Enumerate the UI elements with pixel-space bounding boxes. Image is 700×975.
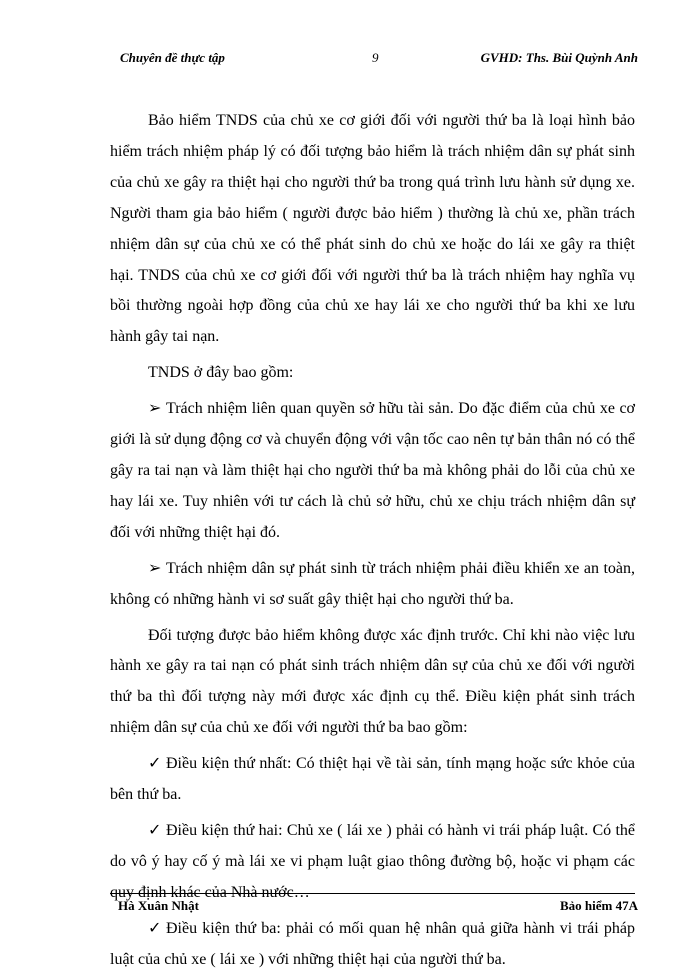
paragraph-includes: TNDS ở đây bao gồm: [148, 364, 294, 382]
list-item [110, 394, 635, 549]
footer-author: Hà Xuân Nhật [118, 898, 199, 913]
arrow-bullet-icon: ➢ [148, 400, 162, 418]
list-item [110, 816, 635, 909]
header-title: Chuyên đề thực tập [120, 50, 225, 65]
page-header [120, 50, 638, 70]
header-supervisor: GVHD: Ths. Bùi Quỳnh Anh [480, 50, 638, 65]
check-bullet-icon: ✓ [148, 919, 162, 937]
footer-divider [110, 893, 635, 894]
list-item [110, 749, 635, 811]
list-item-text: Điều kiện thứ ba: phải có mối quan hệ nhân quả giữa hành vi trái pháp luật của chủ xe ( lái xe ) với những thiệt hại của người thứ ba. [110, 919, 635, 968]
paragraph-definition: Bảo hiểm TNDS của chủ xe cơ giới đối với người thứ ba là loại hình bảo hiểm trách nhiệm pháp lý có đối tượng bảo hiểm là trách nhiệm dân sự phát sinh của chủ xe gây ra thiệt hại cho người thứ ba trong quá trình lưu hành sử dụng xe. Người tham gia bảo hiểm ( người được bảo hiểm ) thường là chủ xe, phần trách nhiệm dân sự của chủ xe có thể phát sinh do chủ xe hoặc do lái xe gây ra thiệt hại. TNDS của chủ xe cơ giới đối với người thứ ba là trách nhiệm hay nghĩa vụ bồi thường ngoài hợp đồng của chủ xe hay lái xe cho người thứ ba khi xe lưu hành gây tai nạn. [110, 112, 635, 346]
list-item-text: Điều kiện thứ hai: Chủ xe ( lái xe ) phải có hành vi trái pháp luật. Có thể do vô ý hay cố ý mà lái xe vi phạm luật giao thông đường bộ, hoặc vi phạm các quy định khác của Nhà nước… [110, 821, 635, 901]
list-item [110, 914, 635, 975]
list-item-text: Điều kiện thứ nhất: Có thiệt hại về tài sản, tính mạng hoặc sức khỏe của bên thứ ba. [110, 755, 635, 804]
page-body [110, 106, 635, 975]
list-item-text: Trách nhiệm liên quan quyền sở hữu tài sản. Do đặc điểm của chủ xe cơ giới là sử dụng động cơ và chuyển động với vận tốc cao nên tự bản thân nó có thể gây ra tai nạn và làm thiệt hại cho người thứ ba mà không phải do lỗi của chủ xe hay lái xe. Tuy nhiên với tư cách là chủ sở hữu, chủ xe chịu trách nhiệm dân sự đối với những thiệt hại đó. [110, 400, 635, 541]
list-item-text: Trách nhiệm dân sự phát sinh từ trách nhiệm phải điều khiển xe an toàn, không có những hành vi sơ suất gây thiệt hại cho người thứ ba. [110, 559, 635, 608]
list-item [110, 554, 635, 616]
check-bullet-icon: ✓ [148, 755, 162, 773]
check-bullet-icon: ✓ [148, 821, 162, 839]
arrow-bullet-icon: ➢ [148, 559, 162, 577]
paragraph-insured-object: Đối tượng được bảo hiểm không được xác định trước. Chỉ khi nào việc lưu hành xe gây ra tai nạn có phát sinh trách nhiệm dân sự của chủ xe đối với người thứ ba thì đối tượng này mới được xác định cụ thể. Điều kiện phát sinh trách nhiệm dân sự của chủ xe đối với người thứ ba bao gồm: [110, 626, 635, 737]
footer-class: Bảo hiểm 47A [560, 898, 638, 913]
page-number: 9 [372, 50, 379, 65]
